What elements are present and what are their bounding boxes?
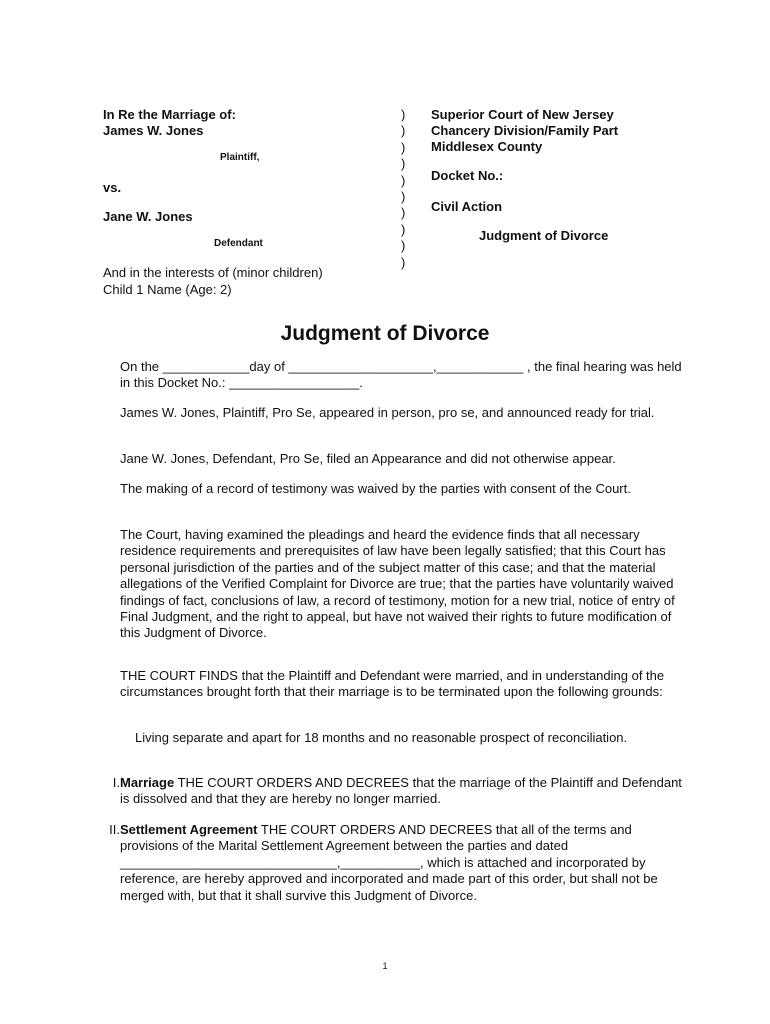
paren: ) [401,172,406,188]
item-heading: Marriage [120,775,175,790]
caption-title: In Re the Marriage of: [103,107,236,122]
paren: ) [401,107,406,122]
versus-label: vs. [103,180,122,195]
caption-judgment: Judgment of Divorce [479,228,609,243]
paren: ) [401,189,406,205]
plaintiff-label: Plaintiff, [220,152,260,163]
item-heading: Settlement Agreement [120,822,258,837]
court-finds-paragraph: THE COURT FINDS that the Plaintiff and Defendant were married, and in understanding of the circumstances brought forth that their marriage is to be terminated upon the following grounds: [120,668,665,700]
child-line: Child 1 Name (Age: 2) [103,282,232,297]
paren: ) [401,156,406,172]
testimony-paragraph: The making of a record of testimony was waived by the parties with consent of the Court. [120,481,631,496]
court-name: Superior Court of New Jersey [431,107,614,122]
page-number: 1 [382,961,388,971]
defendant-label: Defendant [214,238,263,249]
interests-line: And in the interests of (minor children) [103,265,323,280]
item-text [120,822,685,904]
plaintiff-paragraph: James W. Jones, Plaintiff, Pro Se, appeared in person, pro se, and announced ready for trial. [120,405,655,420]
paren: ) [401,254,406,270]
paren: ) [401,139,406,155]
court-county: Middlesex County [431,139,543,154]
findings-paragraph: The Court, having examined the pleadings and heard the evidence finds that all necessary residence requirements and prerequisites of law have been legally satisfied; that this Court has personal jurisdiction of the parties and of the subject matter of this case; and that the material allegations of the Verified Complaint for Divorce are true; that the parties have voluntarily waived findings of fact, conclusions of law, a record of testimony, motion for a new trial, notice of entry of Final Judgment, and the right to appeal, but have not waived their rights to future modification of this Judgment of Divorce. [120,527,675,641]
paren: ) [401,238,406,254]
paren: ) [401,205,406,221]
action-type: Civil Action [431,199,503,214]
defendant-paragraph: Jane W. Jones, Defendant, Pro Se, filed an Appearance and did not otherwise appear. [120,451,616,466]
docket-label: Docket No.: [431,168,504,183]
item-text [120,775,685,808]
item-body: THE COURT ORDERS AND DECREES that the marriage of the Plaintiff and Defendant is dissolved and that they are hereby no longer married. [120,775,682,807]
paren: ) [401,123,406,139]
document-title: Judgment of Divorce [280,322,490,345]
item-number: I. [112,775,120,790]
hearing-paragraph: On the ____________day of ____________________,____________ , the final hearing was held in this Docket No.: __________________. [120,359,682,391]
item-body: THE COURT ORDERS AND DECREES that all of the terms and provisions of the Marital Settlement Agreement between the parties and dated ______________________________,___________, which is attached and incorporated by reference, are hereby approved and incorporated and made part of this order, but shall not be merged with, but that it shall survive this Judgment of Divorce. [120,822,658,903]
grounds-paragraph: Living separate and apart for 18 months and no reasonable prospect of reconciliation. [135,730,628,745]
paren: ) [401,221,406,237]
item-number: II. [109,822,120,837]
plaintiff-name: James W. Jones [103,123,204,138]
caption-divider [401,107,405,271]
court-division: Chancery Division/Family Part [431,123,619,138]
defendant-name: Jane W. Jones [103,209,193,224]
